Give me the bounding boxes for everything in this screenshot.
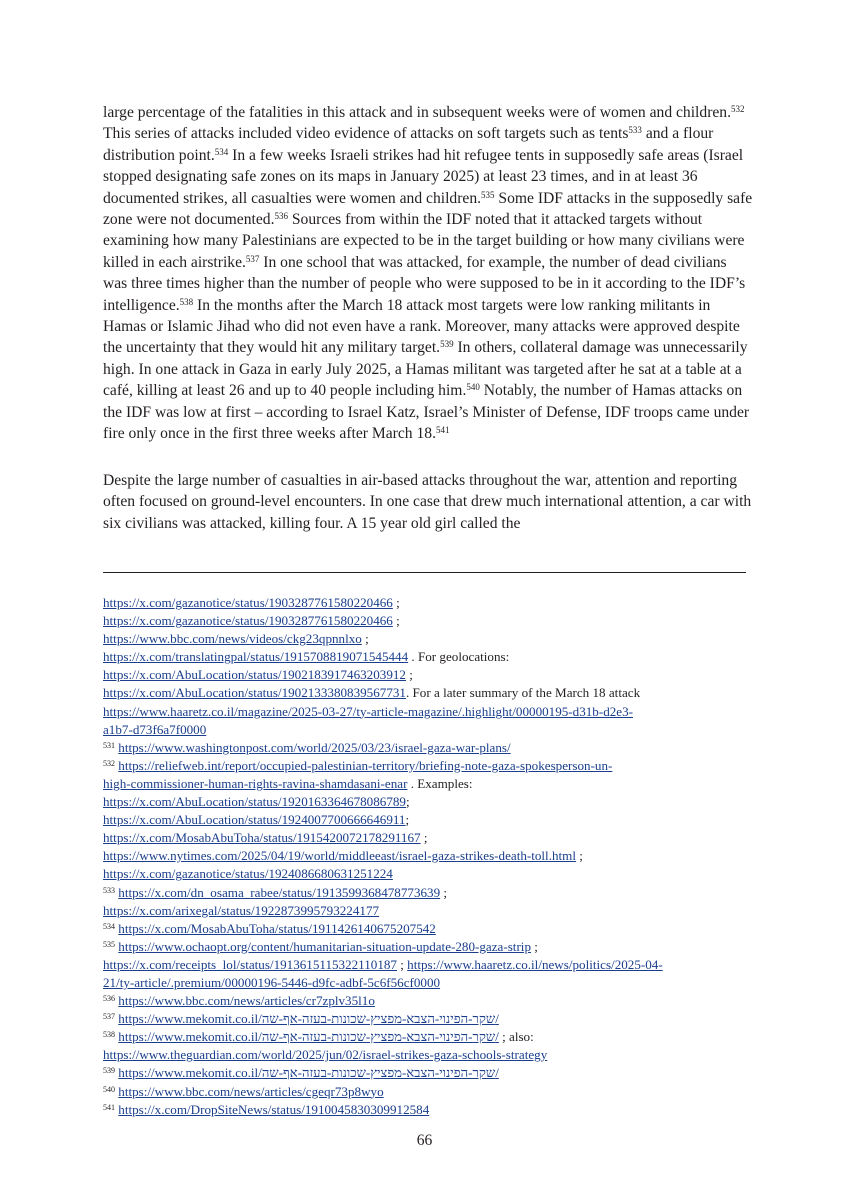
footnote-link[interactable]: https://www.bbc.com/news/articles/cgeqr73p8wyo (118, 1083, 384, 1099)
footnote-line (103, 1010, 753, 1028)
text-run: ; (392, 595, 400, 610)
footnote-ref: 538 (179, 296, 194, 307)
footnote-ref: 534 (214, 146, 229, 157)
footnote-ref: 536 (103, 994, 115, 1004)
footnote-link[interactable]: a1b7-d73f6a7f0000 (103, 721, 207, 737)
footnote-ref: 532 (103, 758, 115, 768)
footnote-line (103, 956, 753, 974)
text-run: This series of attacks included video evidence of attacks on soft targets such as tents (103, 125, 629, 143)
footnote-ref: 540 (466, 382, 480, 393)
text-run: ; (531, 938, 538, 954)
footnote-link[interactable]: https://x.com/AbuLocation/status/1924007700666646911 (103, 812, 406, 828)
text-run: ; (405, 667, 413, 683)
footnote-link[interactable]: https://www.mekomit.co.il/שקר-הפינוי-הצבא-מפציץ-שכונות-בעזה-אף-שה/ (118, 1011, 499, 1027)
footnote-link[interactable]: https://x.com/receipts_lol/status/1913615115322110187 (103, 956, 397, 972)
text-run: . For a later summary of the March 18 attack (405, 685, 641, 701)
footnote-link[interactable]: https://x.com/gazanotice/status/1924086680631251224 (103, 866, 393, 882)
footnote-line (103, 920, 753, 938)
footnote-line (103, 811, 753, 829)
text-run: and a flour distribution point. (103, 125, 714, 164)
footnote-link[interactable]: https://www.haaretz.co.il/news/politics/2025-04- (407, 956, 663, 972)
footnote-line (103, 902, 753, 920)
footnote-ref: 540 (103, 1084, 115, 1094)
text-run: . Examples: (407, 775, 473, 791)
footnote-link[interactable]: https://www.theguardian.com/world/2025/jun/02/israel-strikes-gaza-schools-strategy (103, 1047, 548, 1063)
footnote-line (103, 757, 753, 775)
footnote-link[interactable]: https://www.washingtonpost.com/world/2025/03/23/israel-gaza-war-plans/ (118, 739, 511, 755)
footnote-ref: 534 (103, 921, 115, 931)
text-run: . For geolocations: (408, 649, 510, 665)
text-run: large percentage of the fatalities in this attack and in subsequent weeks were of women and children. (103, 104, 731, 121)
text-run: In a few weeks Israeli strikes had hit refugee tents in supposedly safe areas (Israel stopped designating safe zones on its maps in January 2025) at least 23 times, and in at least 36 documented strikes, all casualties were women and children. (103, 146, 744, 207)
footnote-line (103, 612, 753, 630)
footnote-line (103, 684, 753, 702)
footnote-link[interactable]: high-commissioner-human-rights-ravina-shamdasani-enar (103, 775, 408, 791)
footnote-line (103, 666, 753, 684)
footnote-line (103, 865, 753, 883)
text-run: In others, collateral damage was unnecessarily high. In one attack in Gaza in early July 2025, a Hamas militant was targeted after he sat at a table at a café, killing at least 26 and up to 40 people including him. (103, 339, 748, 400)
footnote-ref: 538 (103, 1030, 115, 1040)
footnote-link[interactable]: https://www.ochaopt.org/content/humanitarian-situation-update-280-gaza-strip (118, 938, 531, 954)
text-run: ; (392, 613, 400, 629)
footnote-line (103, 974, 753, 992)
footnote-line (103, 775, 753, 793)
footnote-link[interactable]: https://www.nytimes.com/2025/04/19/world/middleeast/israel-gaza-strikes-death-toll.html (103, 848, 576, 864)
text-run: ; (361, 631, 369, 647)
footnote-ref: 535 (103, 939, 115, 949)
footnote-line (103, 992, 753, 1010)
text-run: In one school that was attacked, for example, the number of dead civilians was three times higher than the number of people who were supposed to be in it according to the IDF’s intelligence. (103, 253, 746, 314)
footnote-ref: 532 (731, 104, 745, 114)
footnote-line (103, 739, 753, 757)
body-paragraph-1 (103, 102, 753, 445)
footnote-link[interactable]: https://x.com/AbuLocation/status/1902183917463203912 (103, 667, 406, 683)
footnote-line (103, 829, 753, 847)
footnote-line (103, 1101, 753, 1119)
footnote-ref: 531 (103, 740, 115, 750)
footnote-line (103, 847, 753, 865)
footnote-separator (103, 572, 746, 573)
footnote-link[interactable]: https://x.com/dn_osama_rabee/status/1913599368478773639 (118, 884, 441, 900)
text-run: ; (440, 884, 448, 900)
footnote-link[interactable]: https://x.com/gazanotice/status/1903287761580220466 (103, 613, 393, 629)
footnote-link[interactable]: https://www.mekomit.co.il/שקר-הפינוי-הצבא-מפציץ-שכונות-בעזה-אף-שה/ (118, 1065, 499, 1081)
footnote-link[interactable]: 21/ty-article/.premium/00000196-5446-d9fc-adbf-5c6f56cf0000 (103, 974, 441, 990)
text-run: ; (396, 956, 408, 972)
footnote-ref: 537 (103, 1012, 115, 1022)
footnote-link[interactable]: https://x.com/DropSiteNews/status/1910045830309912584 (118, 1101, 430, 1117)
text-run: ; (575, 848, 583, 864)
footnote-ref: 539 (103, 1066, 115, 1076)
footnote-ref: 533 (103, 885, 115, 895)
footnote-link[interactable]: https://www.haaretz.co.il/magazine/2025-03-27/ty-article-magazine/.highlight/00000195-d31b-d2e3- (103, 703, 634, 719)
footnote-link[interactable]: https://reliefweb.int/report/occupied-palestinian-territory/briefing-note-gaza-spokesperson-un- (118, 757, 613, 773)
footnote-link[interactable]: https://www.mekomit.co.il/שקר-הפינוי-הצבא-מפציץ-שכונות-בעזה-אף-שה/ (118, 1029, 499, 1045)
footnote-line (103, 1046, 753, 1064)
text-run: ; (420, 830, 428, 846)
footnote-link[interactable]: https://x.com/AbuLocation/status/1920163364678086789 (103, 794, 406, 810)
footnote-link[interactable]: https://x.com/AbuLocation/status/1902133380839567731 (103, 685, 406, 701)
footnote-line (103, 793, 753, 811)
text-run: Sources from within the IDF noted that it attacked targets without examining how many Palestinians are expected to be in the target building or how many civilians were killed in each airstrike. (103, 211, 745, 271)
footnote-line (103, 630, 753, 648)
footnote-link[interactable]: https://www.bbc.com/news/articles/cr7zplv35l1o (118, 993, 375, 1009)
footnote-ref: 537 (245, 253, 260, 264)
footnote-ref: 539 (440, 339, 454, 350)
footnote-line (103, 594, 753, 612)
footnote-line (103, 648, 753, 666)
body-paragraph-2 (103, 470, 753, 534)
text-run: Despite the large number of casualties in air-based attacks throughout the war, attention and reporting often focused on ground-level encounters. In one case that drew much international attention, a car with six civilians was attacked, killing four. A 15 year old girl called the (103, 472, 752, 532)
footnotes (103, 594, 753, 1119)
footnote-ref: 541 (103, 1102, 115, 1112)
text-run: Notably, the number of Hamas attacks on the IDF was low at first – according to Israel Katz, Israel’s Minister of Defense, IDF troops came under fire only once in the first three weeks after March 18. (103, 382, 750, 443)
footnote-link[interactable]: https://x.com/translatingpal/status/1915708819071545444 (103, 649, 409, 665)
footnote-link[interactable]: https://x.com/gazanotice/status/1903287761580220466 (103, 595, 393, 610)
text-run: In the months after the March 18 attack most targets were low ranking militants in Hamas or Islamic Jihad who did not even have a rank. Moreover, many attacks were approved despite the uncertainty that they would hit any military target. (103, 296, 740, 357)
page-number: 66 (416, 1132, 433, 1149)
footnote-link[interactable]: https://www.bbc.com/news/videos/ckg23qpnnlxo (103, 631, 362, 647)
footnote-ref: 541 (435, 425, 450, 436)
footnote-line (103, 1083, 753, 1101)
footnote-line (103, 721, 753, 739)
footnote-link[interactable]: https://x.com/MosabAbuToha/status/1915420072178291167 (103, 830, 421, 846)
footnote-link[interactable]: https://x.com/arixegal/status/1922873995793224177 (103, 902, 380, 918)
text-run: ; also: (498, 1029, 534, 1045)
footnote-line (103, 884, 753, 902)
footnote-ref: 536 (274, 211, 288, 222)
footnote-ref: 535 (481, 189, 495, 200)
footnote-line (103, 1028, 753, 1046)
footnote-line (103, 938, 753, 956)
footnote-link[interactable]: https://x.com/MosabAbuToha/status/1911426140675207542 (118, 920, 436, 936)
footnote-ref: 533 (628, 125, 642, 136)
footnote-line (103, 703, 753, 721)
text-run: Some IDF attacks in the supposedly safe zone were not documented. (103, 189, 753, 229)
text-run: ; (405, 794, 410, 810)
footnote-line (103, 1064, 753, 1082)
text-run: ; (405, 812, 410, 828)
